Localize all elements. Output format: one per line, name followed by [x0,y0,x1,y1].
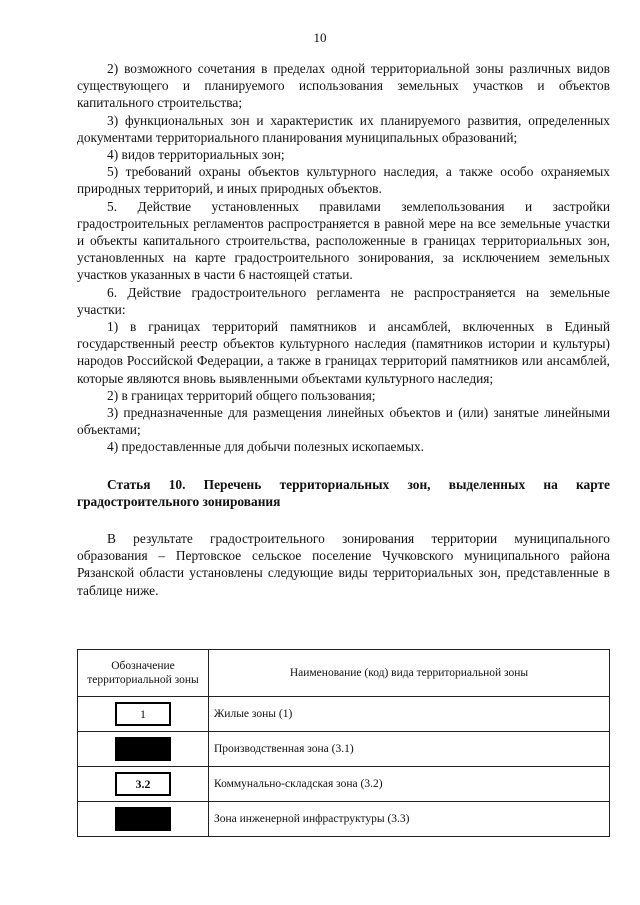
paragraph: 5) требований охраны объектов культурного наследия, а также особо охраняемых природных территорий, и иных природных объектов. [77,164,610,197]
zone-symbol-cell [78,732,209,767]
header-name: Наименование (код) вида территориальной зоны [209,650,610,697]
zone-symbol [115,807,171,831]
table-row [78,767,610,802]
article-heading: Статья 10. Перечень территориальных зон, выделенных на карте градостроительного зонирования [77,476,610,509]
page-number: 10 [313,30,327,45]
paragraph: 4) видов территориальных зон; [107,147,285,163]
paragraph: 1) в границах территорий памятников и ансамблей, включенных в Единый государственный реестр объектов культурного наследия (памятников истории и культуры) народов Российской Федерации, а также в границах территорий памятников или ансамблей, которые являются вновь выявленными объектами культурного наследия; [77,319,610,386]
paragraph: 2) возможного сочетания в пределах одной территориальной зоны различных видов существующего и планируемого использования земельных участков и объектов капитального строительства; [77,61,610,111]
zone-name: Производственная зона (3.1) [209,732,610,767]
paragraph: 6. Действие градостроительного регламента не распространяется на земельные участки: [77,284,610,317]
zone-name: Зона инженерной инфраструктуры (3.3) [209,802,610,837]
zone-symbol-cell [78,802,209,837]
zone-symbol-cell [78,697,209,732]
paragraph: 3) предназначенные для размещения линейных объектов и (или) занятые линейными объектами; [77,405,610,438]
paragraph: 3) функциональных зон и характеристик их планируемого развития, определенных документами территориального планирования муниципальных образований; [77,112,610,145]
intro-paragraph: В результате градостроительного зонирования территории муниципального образования – Пертовское сельское поселение Чучковского муниципального района Рязанской области установлены следующие виды территориальных зон, представленные в таблице ниже. [77,531,610,598]
zones-table [77,649,610,837]
table-row [78,732,610,767]
zone-name: Жилые зоны (1) [209,697,610,732]
zone-symbol: 3.2 [115,772,171,796]
paragraph: 5. Действие установленных правилами землепользования и застройки градостроительных регламентов распространяется в равной мере на все земельные участки и объекты капитального строительства, расположенные в границах территориальных зон, установленных на карте градостроительного зонирования, за исключением земельных участков указанных в части 6 настоящей статьи. [77,198,610,283]
table-header-row [78,650,610,697]
table-row [78,802,610,837]
table-row [78,697,610,732]
paragraph: 2) в границах территорий общего пользования; [107,387,376,403]
body-text [77,60,610,599]
zone-symbol-cell [78,767,209,802]
zone-symbol: 1 [115,702,171,726]
zone-name: Коммунально-складская зона (3.2) [209,767,610,802]
zone-symbol [115,737,171,761]
header-symbol: Обозначение территориальной зоны [78,650,209,697]
paragraph: 4) предоставленные для добычи полезных ископаемых. [107,439,425,455]
